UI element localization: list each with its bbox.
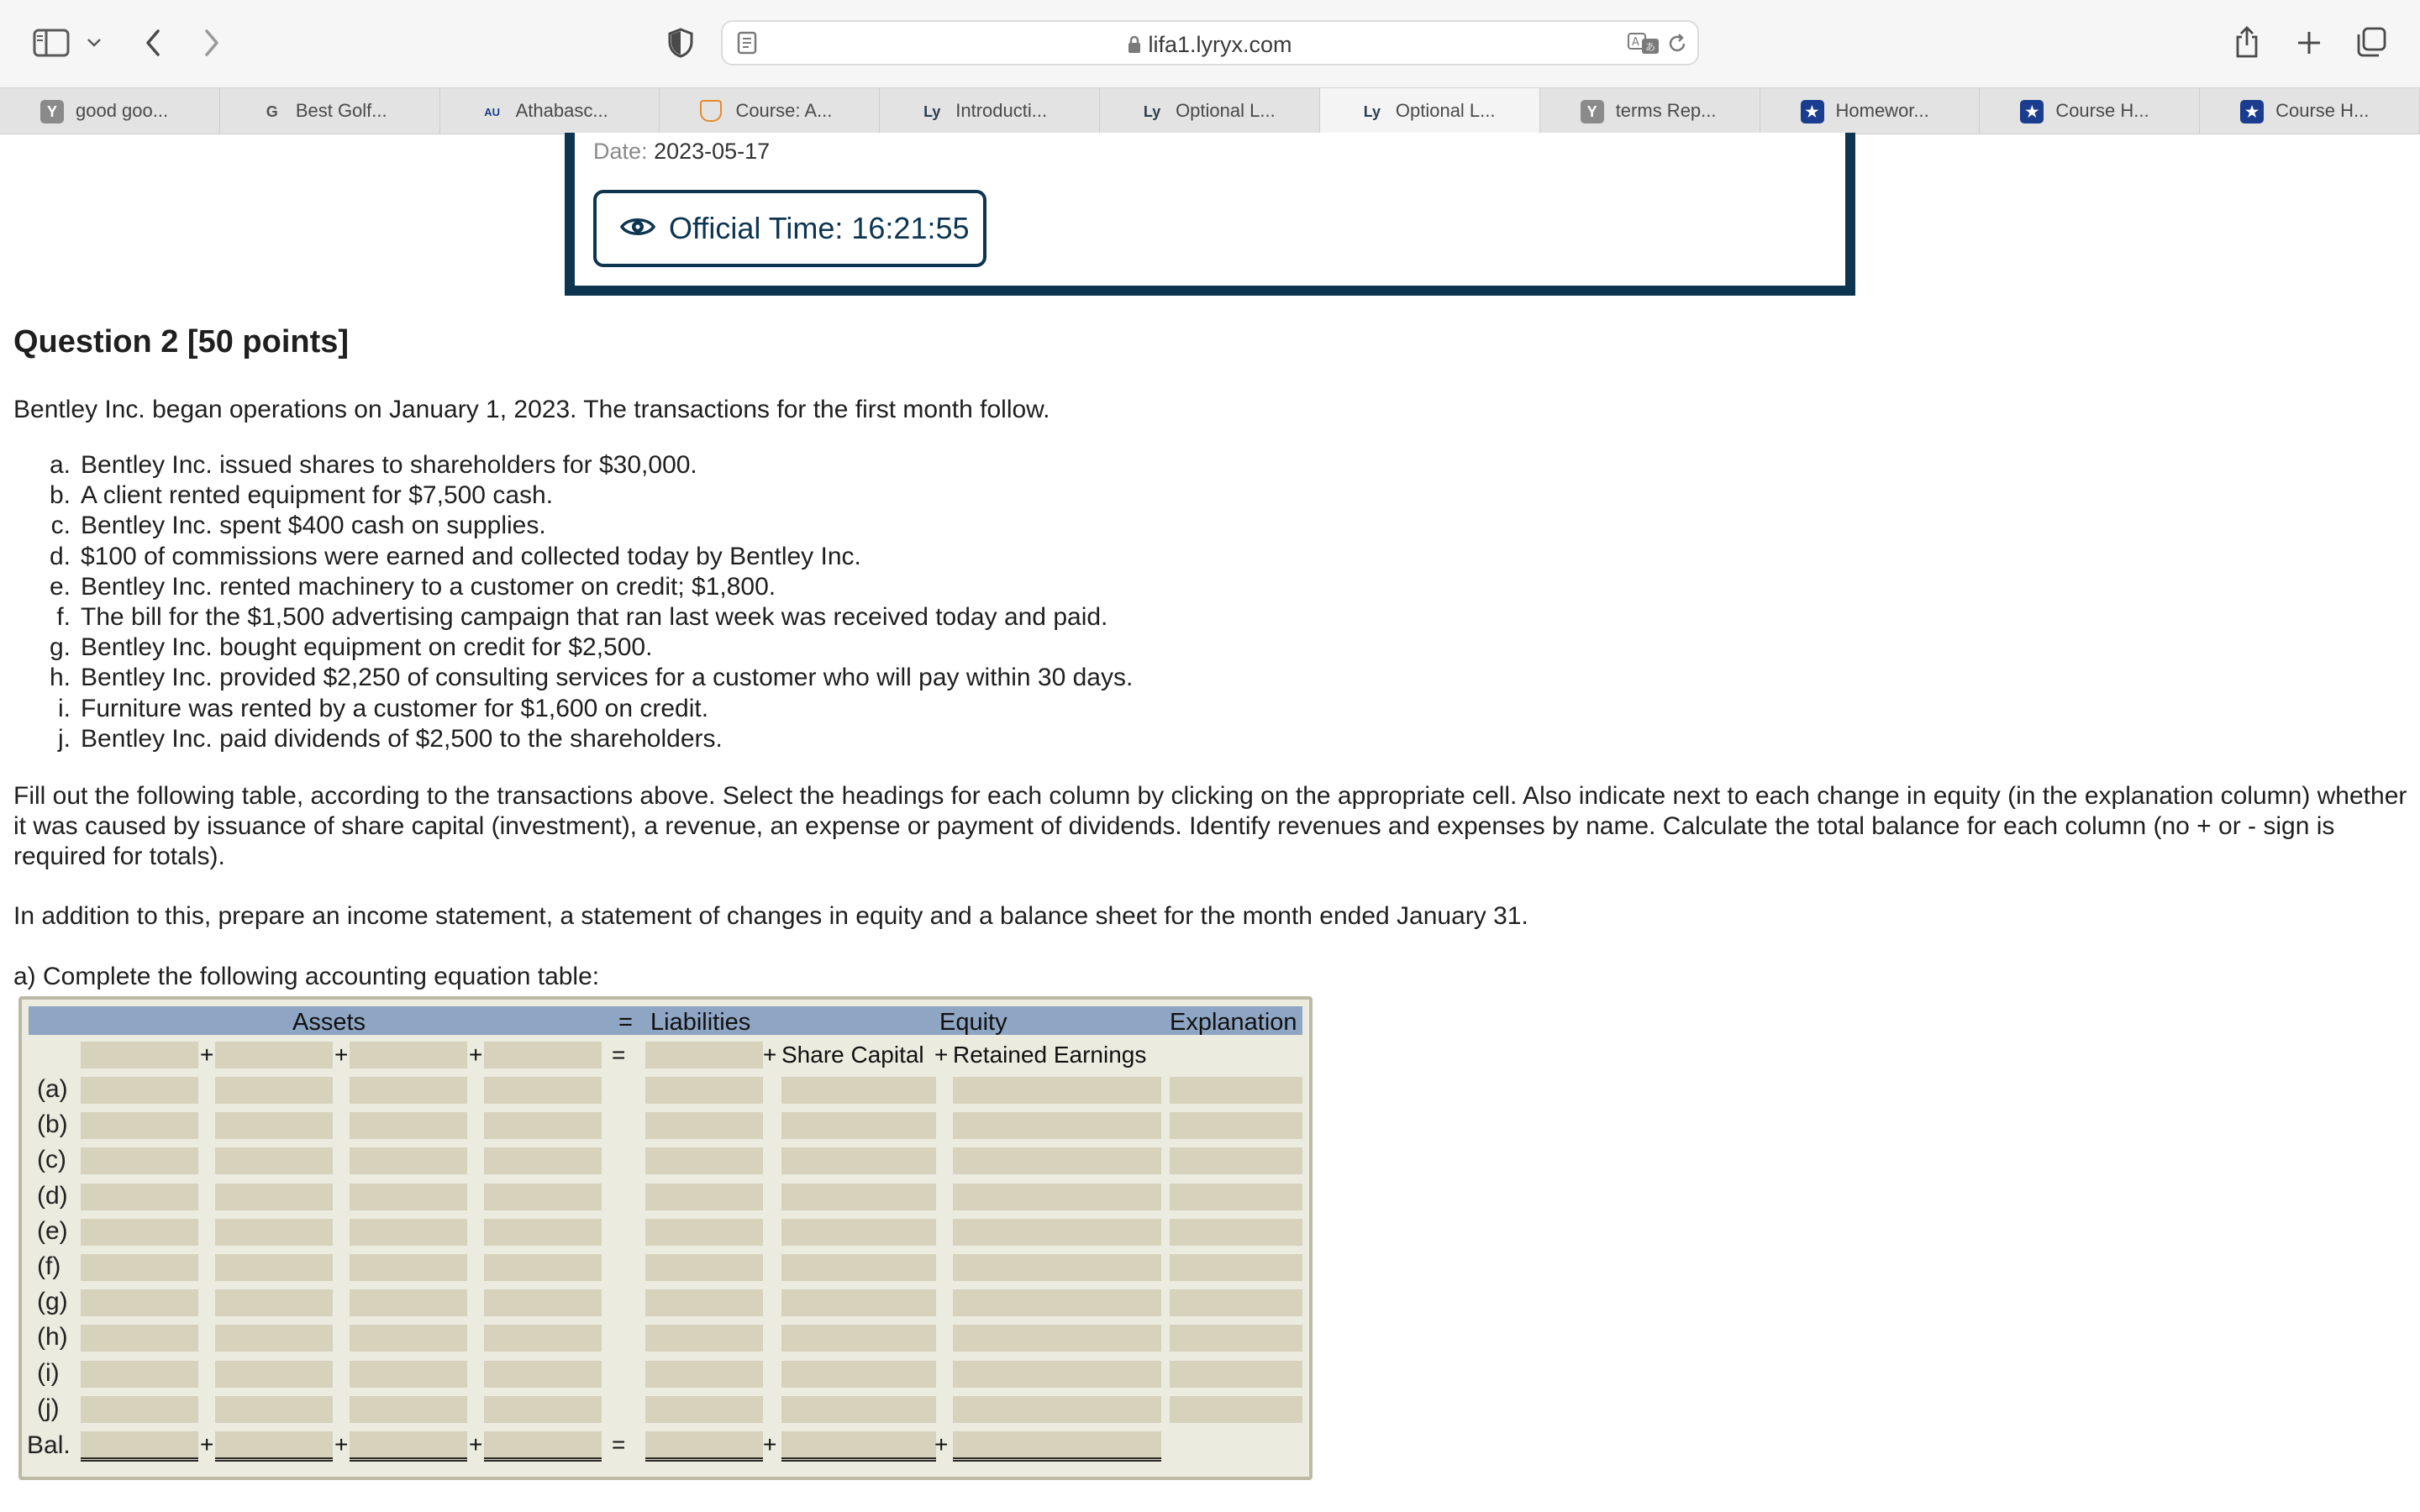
row-label: (a) xyxy=(37,1075,68,1103)
instructions-text: Fill out the following table, according to the transactions above. Select the headings for each column by clicking on the appropriate cell. Also indicate next to each change in equity (in the explanation column) whether it was caused by issuance of share capital (investment), a revenue, an expense or payment of dividends. Identify revenues and expenses by name. Calculate the total balance for each column (no + or - sign is required for totals). xyxy=(13,782,2407,870)
browser-tab[interactable] xyxy=(1320,88,1540,134)
column-heading-select[interactable] xyxy=(645,1042,763,1068)
share-capital-col-balance-input[interactable] xyxy=(781,1431,936,1462)
row-label: (f) xyxy=(37,1252,61,1280)
row-label: (c) xyxy=(37,1146,66,1173)
share-capital-col-input[interactable] xyxy=(781,1396,936,1423)
asset-col-4-input[interactable] xyxy=(484,1325,602,1352)
row-label: (g) xyxy=(37,1288,68,1315)
url-display[interactable] xyxy=(723,32,1697,60)
asset-col-2-input[interactable] xyxy=(215,1184,333,1210)
liabilities-col-input[interactable] xyxy=(645,1112,763,1139)
svg-text:あ: あ xyxy=(1645,41,1656,53)
asset-col-2-input[interactable] xyxy=(215,1219,333,1246)
column-heading-select[interactable] xyxy=(350,1042,467,1068)
tab-label: terms Rep... xyxy=(1615,100,1717,121)
list-text: $100 of commissions were earned and collected today by Bentley Inc. xyxy=(81,542,861,570)
liabilities-col-input[interactable] xyxy=(645,1361,763,1388)
retained-earnings-col-input[interactable] xyxy=(953,1254,1161,1281)
explanation-col-input[interactable] xyxy=(1170,1361,1302,1388)
asset-col-2-input[interactable] xyxy=(215,1254,333,1281)
explanation-col-input[interactable] xyxy=(1170,1219,1302,1246)
row-label: (j) xyxy=(37,1394,60,1422)
tab-favicon-icon: AU xyxy=(484,105,501,118)
explanation-col-input[interactable] xyxy=(1170,1147,1302,1174)
list-marker: e. xyxy=(49,572,71,601)
explanation-col-input[interactable] xyxy=(1170,1077,1302,1104)
column-heading-select[interactable] xyxy=(484,1042,602,1068)
list-text: Bentley Inc. spent $400 cash on supplies. xyxy=(81,512,546,540)
tab-label: Homewor... xyxy=(1835,100,1929,121)
list-text: A client rented equipment for $7,500 cash. xyxy=(81,481,554,510)
liabilities-col-input[interactable] xyxy=(645,1184,763,1210)
retained-earnings-col-input[interactable] xyxy=(953,1396,1161,1423)
plus-sign: + xyxy=(763,1431,777,1457)
asset-col-1-input[interactable] xyxy=(81,1077,198,1104)
liabilities-col-input[interactable] xyxy=(645,1325,763,1352)
tab-label: Best Golf... xyxy=(295,100,387,121)
tab-favicon-icon: Y xyxy=(40,100,64,123)
explanation-col-input[interactable] xyxy=(1170,1396,1302,1423)
column-heading-select[interactable] xyxy=(215,1042,333,1068)
browser-tab[interactable] xyxy=(1760,88,1981,134)
asset-col-1-input[interactable] xyxy=(81,1289,198,1316)
header-equity: Equity xyxy=(939,1009,1007,1036)
plus-sign: + xyxy=(469,1042,483,1068)
explanation-col-input[interactable] xyxy=(1170,1112,1302,1139)
asset-col-4-input[interactable] xyxy=(484,1147,602,1174)
tab-favicon-icon: ★ xyxy=(2240,100,2264,123)
asset-col-4-input[interactable] xyxy=(484,1112,602,1139)
date-label: Date: xyxy=(593,139,648,164)
browser-tab[interactable] xyxy=(1540,88,1760,134)
privacy-shield-icon[interactable] xyxy=(664,25,697,60)
list-text: Bentley Inc. bought equipment on credit for $2,500. xyxy=(81,633,653,662)
asset-col-1-input[interactable] xyxy=(81,1184,198,1210)
row-label: (b) xyxy=(37,1110,68,1138)
asset-col-4-input[interactable] xyxy=(484,1077,602,1104)
plus-sign: + xyxy=(934,1042,949,1068)
asset-col-3-input[interactable] xyxy=(350,1396,467,1423)
list-text: Bentley Inc. provided $2,250 of consulting services for a customer who will pay within 30 days. xyxy=(81,664,1134,692)
question-title: Question 2 [50 points] xyxy=(13,324,350,360)
share-capital-col-input[interactable] xyxy=(781,1361,936,1388)
list-marker: c. xyxy=(50,512,71,540)
asset-col-2-input[interactable] xyxy=(215,1325,333,1352)
asset-col-2-input[interactable] xyxy=(215,1147,333,1174)
list-marker: g. xyxy=(49,633,71,662)
tab-label: Athabasc... xyxy=(515,100,608,121)
plus-sign: + xyxy=(763,1042,777,1068)
liabilities-col-balance-input[interactable] xyxy=(645,1431,763,1462)
asset-col-3-input[interactable] xyxy=(350,1361,467,1388)
tab-label: Optional L... xyxy=(1395,100,1496,121)
asset-col-1-input[interactable] xyxy=(81,1219,198,1246)
explanation-col-input[interactable] xyxy=(1170,1184,1302,1210)
explanation-col-input[interactable] xyxy=(1170,1254,1302,1281)
svg-text:A: A xyxy=(1632,36,1639,49)
plus-sign: + xyxy=(334,1431,349,1457)
row-label: (i) xyxy=(37,1359,60,1387)
share-capital-col-input[interactable] xyxy=(781,1147,936,1174)
list-text: The bill for the $1,500 advertising campaign that ran last week was received today and paid. xyxy=(81,603,1108,632)
share-capital-col-input[interactable] xyxy=(781,1077,936,1104)
list-item xyxy=(34,450,1133,480)
tab-label: Optional L... xyxy=(1176,100,1276,121)
transaction-list xyxy=(34,450,1133,754)
explanation-col-input[interactable] xyxy=(1170,1325,1302,1352)
asset-col-1-input[interactable] xyxy=(81,1325,198,1352)
share-capital-col-input[interactable] xyxy=(781,1325,936,1352)
tab-favicon-icon xyxy=(700,100,722,122)
retained-earnings-col-input[interactable] xyxy=(953,1184,1161,1210)
retained-earnings-col-balance-input[interactable] xyxy=(953,1431,1161,1462)
list-marker: b. xyxy=(49,481,71,510)
browser-tab[interactable] xyxy=(220,88,440,134)
retained-earnings-heading: Retained Earnings xyxy=(953,1042,1147,1068)
asset-col-3-input[interactable] xyxy=(350,1184,467,1210)
retained-earnings-col-input[interactable] xyxy=(953,1112,1161,1139)
date-value: 2023-05-17 xyxy=(654,139,771,164)
asset-col-2-input[interactable] xyxy=(215,1077,333,1104)
asset-col-2-balance-input[interactable] xyxy=(215,1431,333,1462)
share-capital-col-input[interactable] xyxy=(781,1112,936,1139)
asset-col-1-input[interactable] xyxy=(81,1112,198,1139)
asset-col-3-input[interactable] xyxy=(350,1219,467,1246)
asset-col-2-input[interactable] xyxy=(215,1396,333,1423)
asset-col-2-input[interactable] xyxy=(215,1112,333,1139)
tab-favicon-icon: ★ xyxy=(1801,100,1824,123)
eye-icon xyxy=(620,211,655,246)
tab-favicon-icon: Ly xyxy=(1363,102,1381,120)
browser-tab[interactable] xyxy=(1980,88,2200,134)
browser-tab[interactable] xyxy=(660,88,880,134)
list-text: Bentley Inc. rented machinery to a customer on credit; $1,800. xyxy=(81,572,776,601)
liabilities-col-input[interactable] xyxy=(645,1219,763,1246)
retained-earnings-col-input[interactable] xyxy=(953,1147,1161,1174)
header-liabilities: Liabilities xyxy=(650,1009,751,1036)
asset-col-3-input[interactable] xyxy=(350,1254,467,1281)
new-tab-button[interactable] xyxy=(2291,25,2328,60)
list-item xyxy=(34,602,1133,633)
date-line xyxy=(593,139,770,165)
address-bar[interactable] xyxy=(721,20,1699,66)
browser-tab[interactable] xyxy=(1100,88,1320,134)
part-a-label: a) Complete the following accounting equation table: xyxy=(13,963,600,990)
back-button[interactable] xyxy=(136,24,170,62)
equals-sign: = xyxy=(612,1042,626,1068)
header-explanation: Explanation xyxy=(1170,1009,1297,1036)
list-text: Bentley Inc. issued shares to shareholders for $30,000. xyxy=(81,451,697,479)
translate-icon[interactable] xyxy=(1627,30,1660,57)
sidebar-toggle-icon[interactable] xyxy=(32,25,71,60)
asset-col-4-input[interactable] xyxy=(484,1254,602,1281)
asset-col-4-input[interactable] xyxy=(484,1289,602,1316)
url-text: lifa1.lyryx.com xyxy=(1148,32,1292,57)
liabilities-col-input[interactable] xyxy=(645,1289,763,1316)
tab-favicon-icon: Ly xyxy=(923,102,941,120)
asset-col-1-input[interactable] xyxy=(81,1396,198,1423)
asset-col-3-input[interactable] xyxy=(350,1289,467,1316)
asset-col-1-input[interactable] xyxy=(81,1147,198,1174)
asset-col-1-input[interactable] xyxy=(81,1361,198,1388)
asset-col-4-balance-input[interactable] xyxy=(484,1431,602,1462)
sidebar-menu-chevron-icon[interactable] xyxy=(84,34,104,52)
accounting-equation-table xyxy=(18,996,1313,1480)
list-text: Bentley Inc. paid dividends of $2,500 to the shareholders. xyxy=(81,724,723,753)
share-capital-col-input[interactable] xyxy=(781,1289,936,1316)
liabilities-col-input[interactable] xyxy=(645,1396,763,1423)
list-item xyxy=(34,633,1133,663)
explanation-col-input[interactable] xyxy=(1170,1289,1302,1316)
tab-label: good goo... xyxy=(76,100,169,121)
tab-favicon-icon: Y xyxy=(1581,100,1604,123)
tab-favicon-icon: G xyxy=(266,102,278,120)
share-icon[interactable] xyxy=(2230,22,2264,62)
row-label: (d) xyxy=(37,1182,68,1210)
share-capital-col-input[interactable] xyxy=(781,1254,936,1281)
asset-col-1-balance-input[interactable] xyxy=(81,1431,198,1462)
list-text: Furniture was rented by a customer for $1,600 on credit. xyxy=(81,694,709,722)
browser-toolbar xyxy=(0,0,2420,87)
official-time-text: Official Time: 16:21:55 xyxy=(669,211,970,245)
browser-tab[interactable] xyxy=(440,88,660,134)
asset-col-3-input[interactable] xyxy=(350,1325,467,1352)
tab-favicon-icon: ★ xyxy=(2020,100,2044,123)
asset-col-4-input[interactable] xyxy=(484,1396,602,1423)
tab-label: Course H... xyxy=(2275,100,2370,121)
addition-text: In addition to this, prepare an income statement, a statement of changes in equity and a balance sheet for the month ended January 31. xyxy=(13,902,1528,930)
balance-row-label: Bal. xyxy=(27,1431,71,1459)
lock-icon xyxy=(1128,34,1141,60)
list-marker: i. xyxy=(58,694,71,722)
liabilities-col-input[interactable] xyxy=(645,1147,763,1174)
row-label: (e) xyxy=(37,1217,68,1245)
row-label: (h) xyxy=(37,1323,68,1351)
liabilities-col-input[interactable] xyxy=(645,1254,763,1281)
list-item xyxy=(34,511,1133,541)
plus-sign: + xyxy=(469,1431,483,1457)
table-header-row xyxy=(29,1006,1302,1035)
tab-label: Introducti... xyxy=(955,100,1048,121)
asset-col-2-input[interactable] xyxy=(215,1289,333,1316)
equals-sign: = xyxy=(612,1431,626,1457)
official-time-button[interactable] xyxy=(593,190,986,267)
tab-label: Course: A... xyxy=(735,100,833,121)
retained-earnings-col-input[interactable] xyxy=(953,1077,1161,1104)
asset-col-3-input[interactable] xyxy=(350,1077,467,1104)
tab-overview-icon[interactable] xyxy=(2353,24,2390,60)
asset-col-4-input[interactable] xyxy=(484,1219,602,1246)
retained-earnings-col-input[interactable] xyxy=(953,1289,1161,1316)
list-item xyxy=(34,663,1133,693)
tab-label: Course H... xyxy=(2055,100,2149,121)
list-item xyxy=(34,542,1133,572)
share-capital-col-input[interactable] xyxy=(781,1184,936,1210)
retained-earnings-col-input[interactable] xyxy=(953,1325,1161,1352)
plus-sign: + xyxy=(934,1431,949,1457)
list-marker: j. xyxy=(58,724,71,753)
share-capital-col-input[interactable] xyxy=(781,1219,936,1246)
asset-col-3-input[interactable] xyxy=(350,1147,467,1174)
asset-col-3-balance-input[interactable] xyxy=(350,1431,467,1462)
list-item xyxy=(34,480,1133,511)
asset-col-1-input[interactable] xyxy=(81,1254,198,1281)
liabilities-col-input[interactable] xyxy=(645,1077,763,1104)
browser-tab[interactable] xyxy=(2200,88,2420,134)
tab-favicon-icon: Ly xyxy=(1143,102,1161,120)
list-marker: f. xyxy=(56,603,71,632)
list-item xyxy=(34,572,1133,602)
browser-tab[interactable] xyxy=(0,88,220,134)
asset-col-4-input[interactable] xyxy=(484,1361,602,1388)
asset-col-4-input[interactable] xyxy=(484,1184,602,1210)
plus-sign: + xyxy=(334,1042,349,1068)
list-marker: a. xyxy=(49,451,71,479)
forward-button[interactable] xyxy=(195,24,229,62)
header-assets: Assets xyxy=(292,1009,366,1036)
retained-earnings-col-input[interactable] xyxy=(953,1361,1161,1388)
browser-tab[interactable] xyxy=(880,88,1100,134)
question-intro: Bentley Inc. began operations on January 1, 2023. The transactions for the first month follow. xyxy=(13,396,1050,423)
reload-icon[interactable] xyxy=(1664,30,1691,57)
list-item xyxy=(34,724,1133,754)
tab-bar xyxy=(0,87,2420,134)
retained-earnings-col-input[interactable] xyxy=(953,1219,1161,1246)
plus-sign: + xyxy=(200,1431,214,1457)
share-capital-heading: Share Capital xyxy=(781,1042,924,1068)
asset-col-3-input[interactable] xyxy=(350,1112,467,1139)
list-item xyxy=(34,694,1133,724)
list-marker: d. xyxy=(49,542,71,570)
asset-col-2-input[interactable] xyxy=(215,1361,333,1388)
header-equals: = xyxy=(618,1009,633,1036)
plus-sign: + xyxy=(200,1042,214,1068)
list-marker: h. xyxy=(49,664,71,692)
column-heading-select[interactable] xyxy=(81,1042,198,1068)
